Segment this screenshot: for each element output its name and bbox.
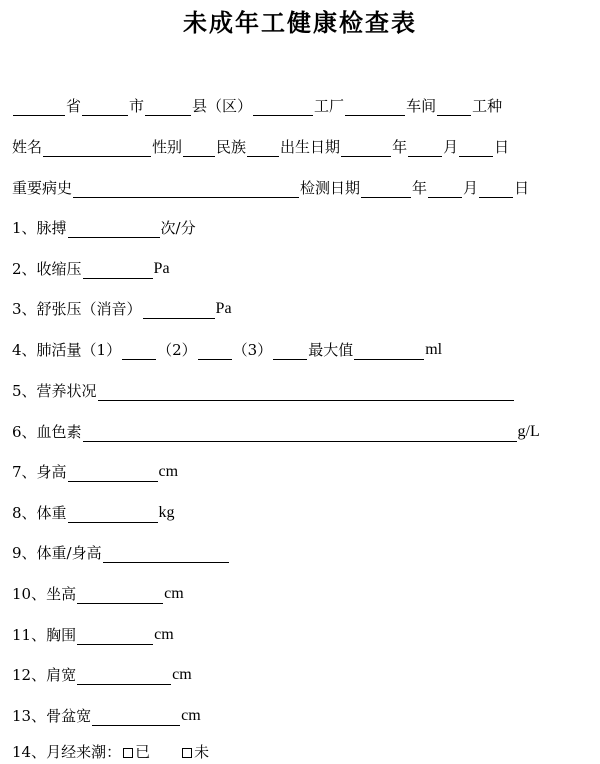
exam-year-field[interactable]	[361, 179, 411, 198]
pulse-unit: 次/分	[160, 219, 196, 237]
sitting-height-label: 10、坐高	[12, 585, 77, 603]
sitting-height-field[interactable]	[77, 585, 163, 604]
birth-month-field[interactable]	[408, 138, 442, 157]
personal-info-row	[12, 133, 509, 157]
pulse-label: 1、脉搏	[12, 219, 67, 237]
county-field[interactable]	[145, 97, 191, 116]
province-label: 省	[66, 97, 82, 115]
birth-year-field[interactable]	[341, 138, 391, 157]
ratio-label: 9、体重/身高	[12, 544, 102, 562]
city-field[interactable]	[82, 97, 128, 116]
weight-height-ratio-row	[12, 539, 230, 563]
name-field[interactable]	[43, 138, 151, 157]
hemoglobin-label: 6、血色素	[12, 423, 82, 441]
work-type-field[interactable]	[437, 97, 471, 116]
county-label: 县（区）	[192, 97, 253, 115]
weight-field[interactable]	[68, 504, 158, 523]
systolic-unit: Pa	[153, 260, 170, 277]
menarche-no-checkbox[interactable]	[182, 748, 192, 758]
exam-date-label: 检测日期	[300, 179, 361, 197]
height-label: 7、身高	[12, 463, 67, 481]
pelvis-field[interactable]	[92, 707, 180, 726]
pulse-field[interactable]	[68, 219, 160, 238]
city-label: 市	[129, 97, 145, 115]
nutrition-field[interactable]	[98, 382, 514, 401]
systolic-label: 2、收缩压	[12, 260, 82, 278]
exam-year-label: 年	[412, 179, 428, 197]
lung-field-1[interactable]	[122, 341, 156, 360]
hemoglobin-unit: g/L	[517, 423, 540, 440]
birth-day-label: 日	[494, 138, 510, 156]
history-row	[12, 174, 529, 198]
lung-capacity-row	[12, 336, 442, 360]
lung-field-3[interactable]	[273, 341, 307, 360]
gender-field[interactable]	[183, 138, 215, 157]
menarche-yes-checkbox[interactable]	[123, 748, 133, 758]
nutrition-label: 5、营养状况	[12, 382, 97, 400]
sitting-height-row	[12, 580, 184, 604]
weight-unit: kg	[158, 504, 175, 521]
shoulder-field[interactable]	[77, 666, 171, 685]
name-label: 姓名	[12, 138, 43, 156]
birth-day-field[interactable]	[459, 138, 493, 157]
shoulder-row	[12, 661, 192, 685]
workshop-label: 车间	[406, 97, 437, 115]
lung-field-2[interactable]	[198, 341, 232, 360]
ethnicity-label: 民族	[216, 138, 247, 156]
pelvis-row	[12, 702, 201, 726]
lung-unit: ml	[425, 341, 443, 358]
lung-max-field[interactable]	[354, 341, 424, 360]
location-row	[12, 92, 502, 116]
systolic-row	[12, 255, 170, 279]
height-field[interactable]	[68, 463, 158, 482]
systolic-field[interactable]	[83, 260, 153, 279]
diastolic-label: 3、舒张压（消音）	[12, 300, 142, 318]
exam-day-label: 日	[514, 179, 530, 197]
exam-day-field[interactable]	[479, 179, 513, 198]
ethnicity-field[interactable]	[247, 138, 279, 157]
lung-label-2: （2）	[157, 341, 197, 359]
lung-max-label: 最大值	[308, 341, 354, 359]
weight-row	[12, 499, 175, 523]
hemoglobin-field[interactable]	[83, 423, 517, 442]
diastolic-unit: Pa	[215, 300, 232, 317]
birth-year-label: 年	[392, 138, 408, 156]
history-field[interactable]	[73, 179, 299, 198]
diastolic-field[interactable]	[143, 300, 215, 319]
weight-label: 8、体重	[12, 504, 67, 522]
menarche-label: 14、月经来潮：	[12, 743, 122, 761]
form-title: 未成年工健康检查表	[183, 8, 417, 37]
menarche-yes-label: 已	[135, 743, 151, 761]
factory-label: 工厂	[314, 97, 345, 115]
birth-month-label: 月	[443, 138, 459, 156]
factory-field[interactable]	[253, 97, 313, 116]
ratio-field[interactable]	[103, 544, 229, 563]
pelvis-unit: cm	[181, 707, 201, 724]
exam-month-label: 月	[463, 179, 479, 197]
height-row	[12, 458, 178, 482]
pulse-row	[12, 214, 196, 238]
menarche-row	[12, 738, 209, 762]
exam-month-field[interactable]	[428, 179, 462, 198]
pelvis-label: 13、骨盆宽	[12, 707, 92, 725]
shoulder-label: 12、肩宽	[12, 666, 77, 684]
lung-label-3: （3）	[232, 341, 273, 359]
lung-label: 4、肺活量（1）	[12, 341, 122, 359]
chest-row	[12, 621, 174, 645]
history-label: 重要病史	[12, 179, 73, 197]
chest-unit: cm	[154, 626, 174, 643]
work-type-label: 工种	[472, 97, 503, 115]
chest-label: 11、胸围	[12, 626, 77, 644]
menarche-no-label: 未	[194, 743, 210, 761]
chest-field[interactable]	[77, 626, 153, 645]
birth-date-label: 出生日期	[280, 138, 341, 156]
shoulder-unit: cm	[172, 666, 192, 683]
province-field[interactable]	[13, 97, 65, 116]
gender-label: 性别	[152, 138, 183, 156]
nutrition-row	[12, 377, 515, 401]
hemoglobin-row	[12, 418, 540, 442]
diastolic-row	[12, 295, 232, 319]
height-unit: cm	[158, 463, 179, 480]
sitting-height-unit: cm	[164, 585, 184, 602]
workshop-field[interactable]	[345, 97, 405, 116]
